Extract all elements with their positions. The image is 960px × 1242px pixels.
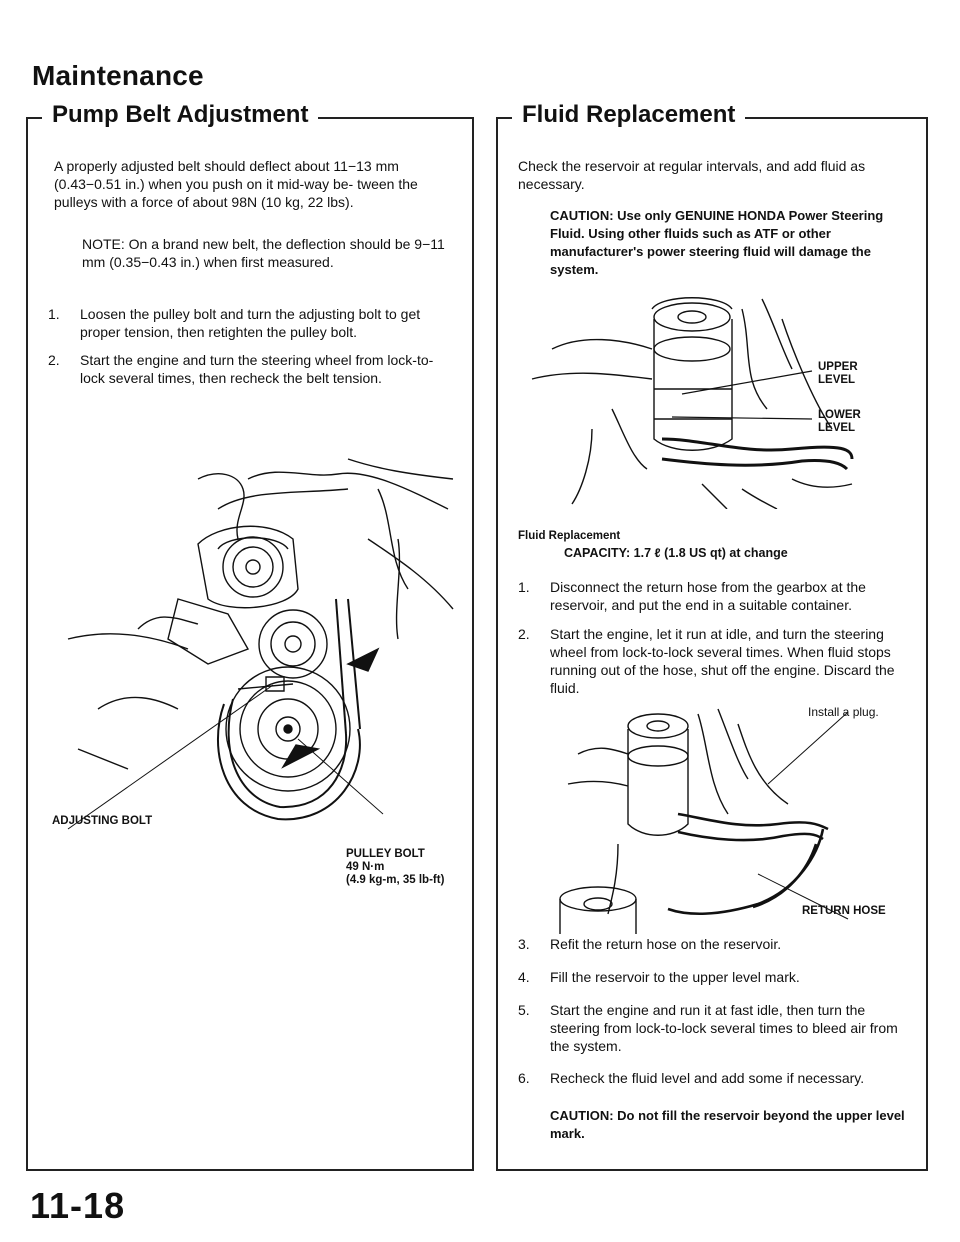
- caution-do-not-overfill: CAUTION: Do not fill the reservoir beyond the upper level mark.: [550, 1108, 905, 1141]
- step-text: Refit the return hose on the reservoir.: [550, 936, 782, 952]
- caution-genuine-fluid: CAUTION: Use only GENUINE HONDA Power Steering Fluid. Using other fluids such as ATF or other manufacturer's power steering fluid will damage the system.: [550, 208, 884, 277]
- heading-rule: [26, 117, 40, 119]
- step-text: Fill the reservoir to the upper level mark.: [550, 969, 800, 985]
- step-text: Start the engine and run it at fast idle, then turn the steering from lock-to-lock several times to bleed air from the system.: [550, 1002, 898, 1054]
- pulley-bolt-label: PULLEY BOLT: [346, 848, 425, 860]
- adjusting-bolt-label: ADJUSTING BOLT: [52, 815, 153, 827]
- step-number: 4.: [518, 969, 530, 985]
- pump-belt-heading: Pump Belt Adjustment: [42, 101, 318, 129]
- step-number: 6.: [518, 1070, 530, 1086]
- fluid-intro-paragraph: Check the reservoir at regular intervals, and add fluid as necessary.: [518, 158, 866, 192]
- pump-belt-illustration: [48, 449, 458, 849]
- step-number: 1.: [518, 579, 530, 595]
- fluid-replacement-heading: Fluid Replacement: [512, 101, 745, 129]
- pump-belt-panel: [26, 101, 474, 1171]
- step-number: 2.: [518, 626, 530, 642]
- capacity-title: Fluid Replacement: [518, 530, 621, 542]
- step-number: 2.: [48, 352, 60, 368]
- belt-note-paragraph: NOTE: On a brand new belt, the deflection should be 9−11 mm (0.35−0.43 in.) when first measured.: [82, 236, 445, 270]
- step-number: 3.: [518, 936, 530, 952]
- step-text: Start the engine, let it run at idle, and turn the steering wheel from lock-to-lock several times. When fluid stops running out of the hose, shut off the engine. Discard the fluid.: [550, 626, 895, 696]
- page-number: 11-18: [30, 1185, 126, 1226]
- return-hose-label: RETURN HOSE: [802, 905, 886, 917]
- pulley-bolt-torque-alt: (4.9 kg-m, 35 lb-ft): [346, 874, 445, 886]
- pulley-bolt-torque: 49 N·m: [346, 861, 385, 873]
- lower-level-label-2: LEVEL: [818, 422, 856, 434]
- step-text: Loosen the pulley bolt and turn the adjusting bolt to get proper tension, then retighten the pulley bolt.: [80, 306, 421, 340]
- lower-level-label: LOWER: [818, 409, 861, 421]
- return-hose-illustration: [558, 704, 858, 934]
- belt-intro-paragraph: A properly adjusted belt should deflect about 11−13 mm (0.43−0.51 in.) when you push on it mid-way be- tween the pulleys with a force of about 98N (10 kg, 22 lbs).: [54, 158, 418, 210]
- step-text: Recheck the fluid level and add some if necessary.: [550, 1070, 865, 1086]
- capacity-value: CAPACITY: 1.7 ℓ (1.8 US qt) at change: [564, 546, 788, 560]
- step-text: Disconnect the return hose from the gearbox at the reservoir, and put the end in a suitable container.: [550, 579, 866, 613]
- upper-level-label-2: LEVEL: [818, 374, 856, 386]
- step-text: Start the engine and turn the steering wheel from lock-to-lock several times, then recheck the belt tension.: [80, 352, 434, 386]
- step-number: 5.: [518, 1002, 530, 1018]
- heading-rule: [496, 117, 510, 119]
- fluid-replacement-panel: [496, 101, 928, 1171]
- page-title: Maintenance: [32, 60, 204, 91]
- step-number: 1.: [48, 306, 60, 322]
- reservoir-level-illustration: [512, 289, 916, 509]
- install-plug-label: Install a plug.: [808, 705, 879, 719]
- upper-level-label: UPPER: [818, 361, 858, 373]
